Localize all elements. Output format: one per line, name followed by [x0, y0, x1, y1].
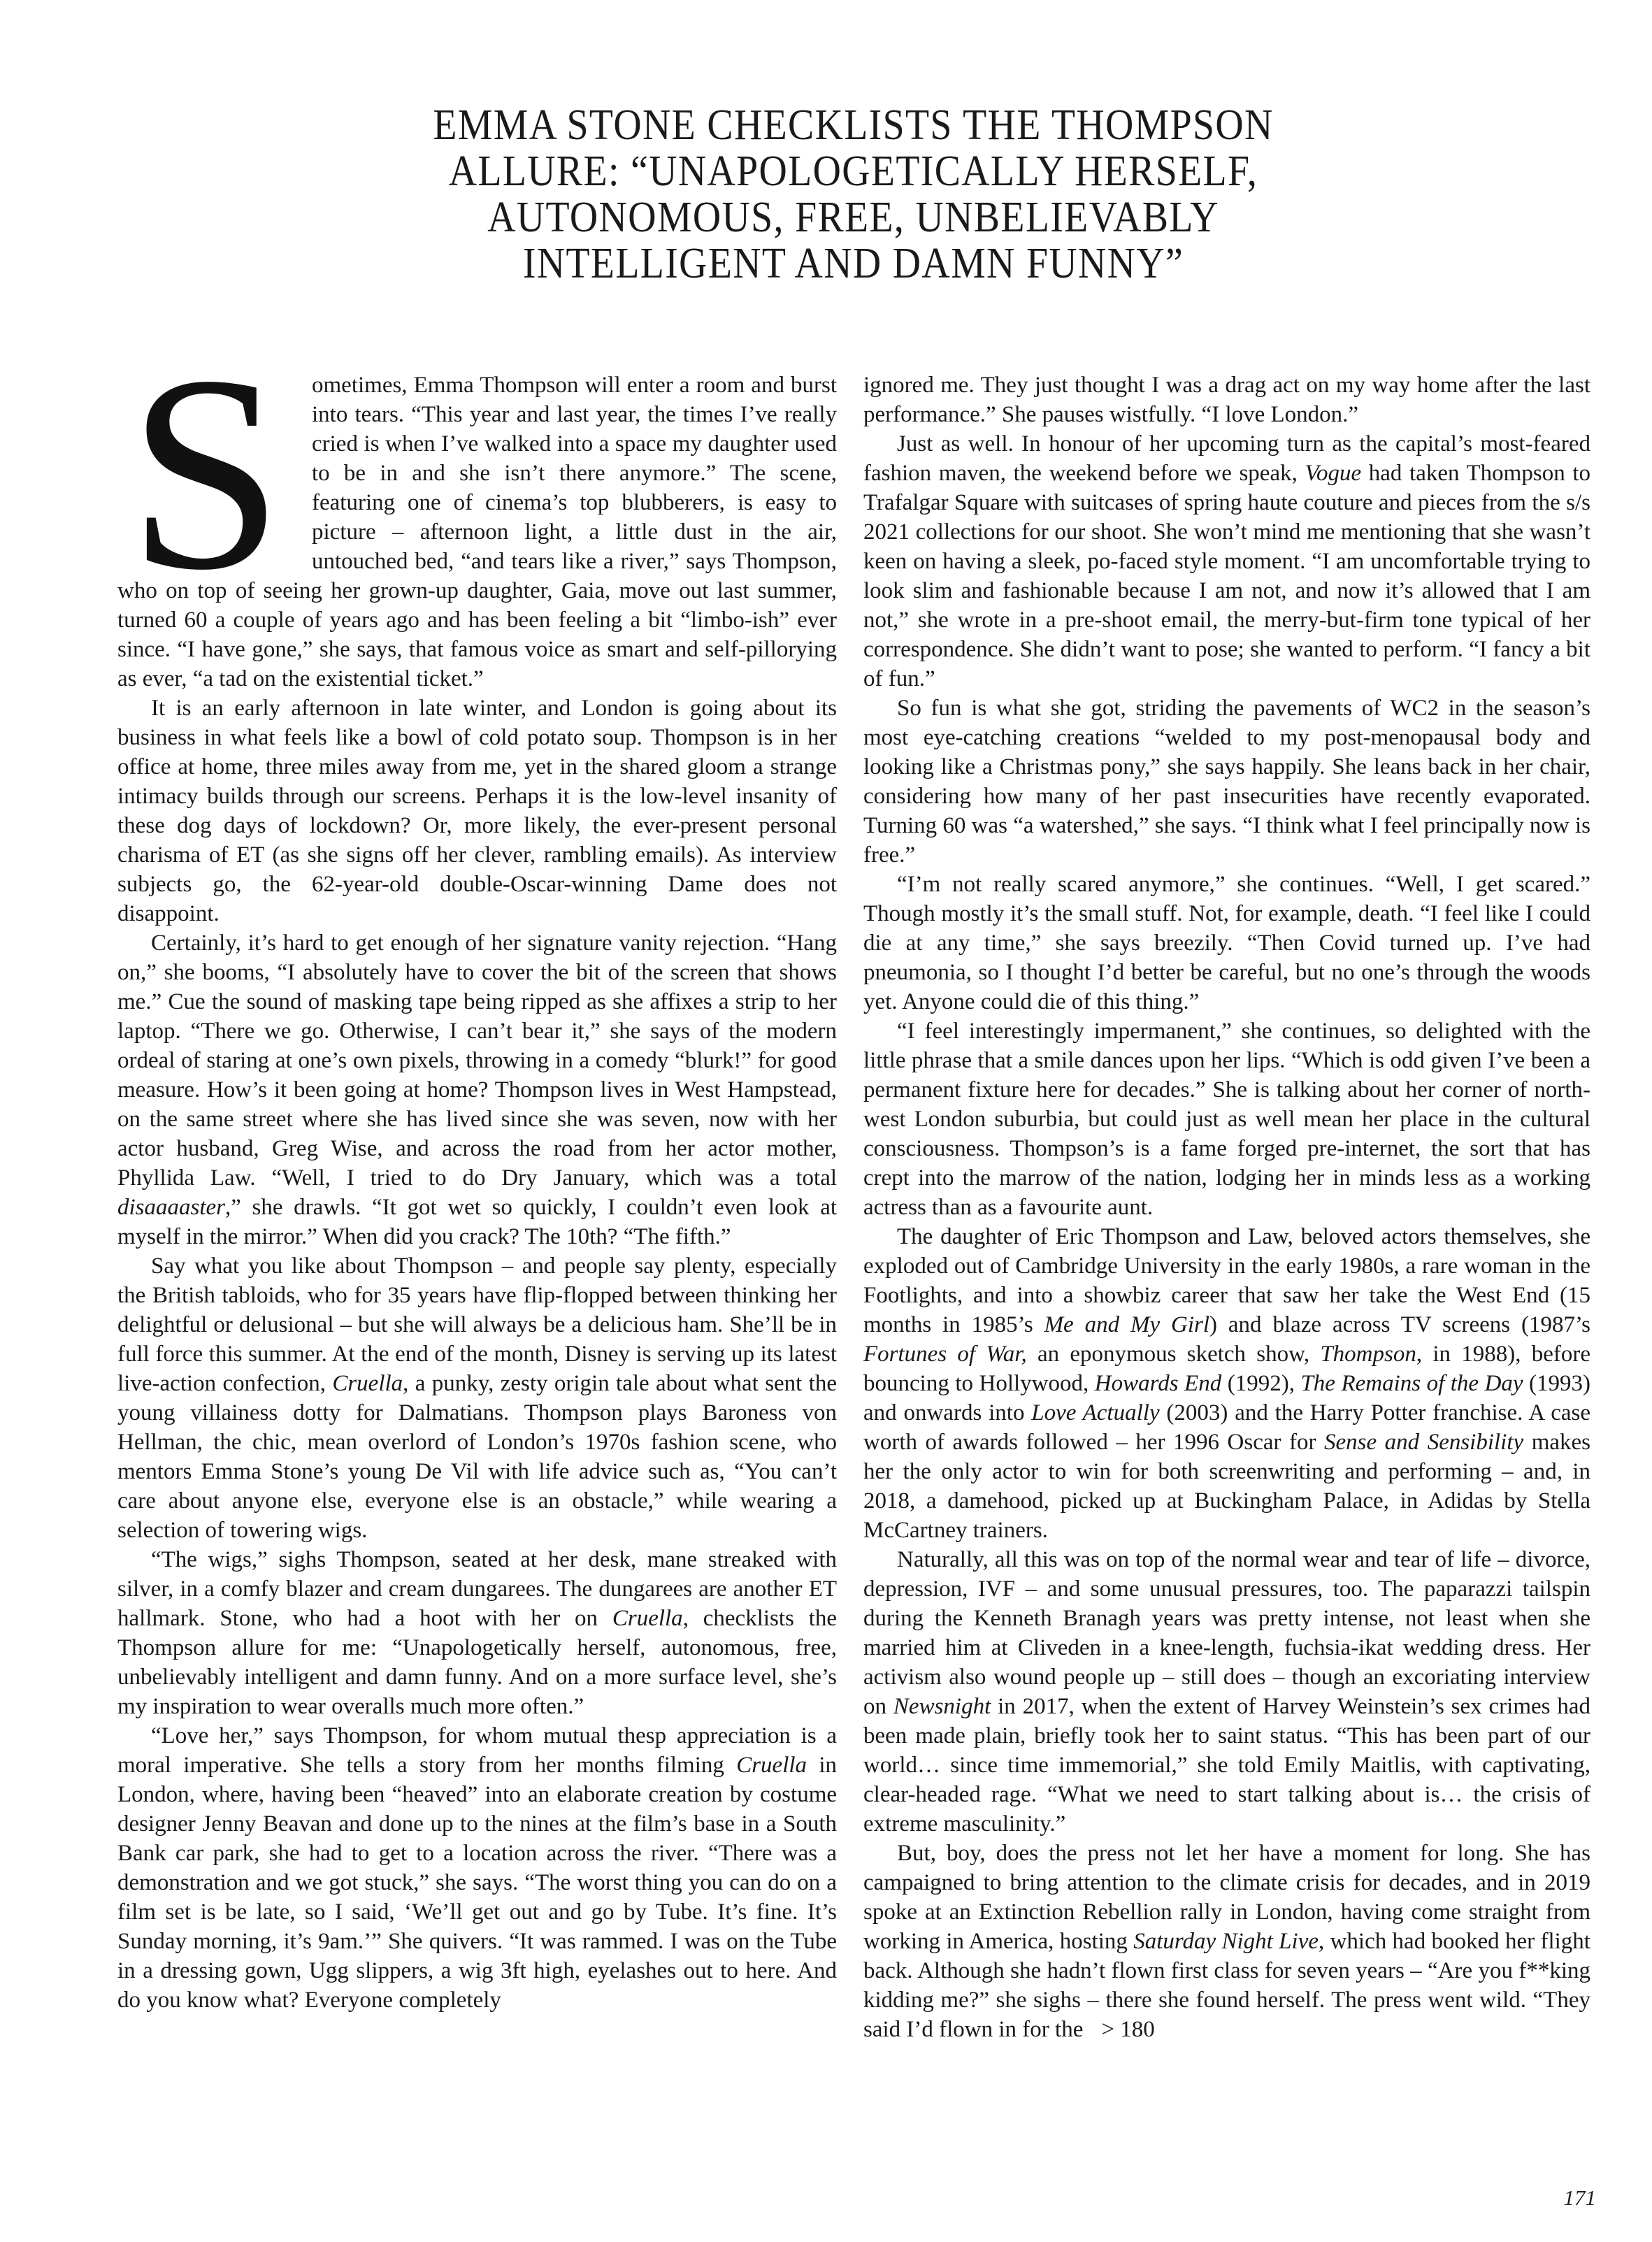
- text-run: ometimes, Emma Thompson will enter a room and burst into tears. “This year and last year, the times I’ve really cried is when I’ve walked into a space my daughter used to be in and she isn’t there anymore.” The scene, featuring one of cinema’s top blubberers, is easy to picture – afternoon light, a little dust in the air, untouched bed, “and tears like a river,” says Thompson, who on top of seeing her grown-up daughter, Gaia, move out last summer, turned 60 a couple of years ago and has been feeling a bit “limbo-ish” ever since. “I have gone,” she says, that famous voice as smart and self-pillorying as ever, “a tad on the existential ticket.”: [117, 373, 838, 691]
- paragraph: [117, 1251, 837, 1545]
- paragraph: [117, 694, 837, 928]
- text-run: “Love her,” says Thompson, for whom mutual thesp appreciation is a moral imperative. She tells a story from her months filming: [117, 1723, 838, 1778]
- italic-text: Saturday Night Live: [1133, 1929, 1319, 1954]
- text-run: had taken Thompson to Trafalgar Square with suitcases of spring haute couture and pieces from the s/s 2021 collections for our shoot. She won’t mind me mentioning that she wasn’t keen on having a sleek, po-faced style moment. “I am uncomfortable trying to look slim and fashionable because I am not, and now it’s allowed that I am not,” she wrote in a pre-shoot email, the merry-but-firm tone typical of her correspondence. She didn’t want to pose; she wanted to perform. “I fancy a bit of fun.”: [863, 461, 1590, 691]
- paragraph: [863, 694, 1590, 870]
- text-run: in 2017, when the extent of Harvey Weinstein’s sex crimes had been made plain, briefly took her to saint status. “This has been part of our world… since time immemorial,” she told Emily Maitlis, with captivating, clear-headed rage. “What we need to start talking about is… the crisis of extreme masculinity.”: [863, 1694, 1591, 1837]
- text-run: ignored me. They just thought I was a drag act on my way home after the last performance.” She pauses wistfully. “I love London.”: [863, 373, 1590, 427]
- text-run: Say what you like about Thompson – and people say plenty, especially the British tabloids, who for 35 years have flip-flopped between thinking her delightful or delusional – but she will always be a delicious ham. She’ll be in full force this summer. At the end of the month, Disney is serving up its latest live-action confection,: [117, 1253, 838, 1396]
- headline-line: AUTONOMOUS, FREE, UNBELIEVABLY: [487, 194, 1219, 241]
- drop-cap: S: [127, 318, 284, 628]
- text-run: (1993) and onwards into: [863, 1371, 1591, 1425]
- text-run: , a punky, zesty origin tale about what sent the young villainess dotty for Dalmatians. Thompson plays Baroness von Hellman, the chic, mean overlord of London’s 1970s fashion scene, who mentors Emma Stone’s young De Vil with life advice such as, “You can’t care about anyone else, everyone else is an obstacle,” while wearing a selection of towering wigs.: [117, 1371, 838, 1543]
- text-run: Naturally, all this was on top of the normal wear and tear of life – divorce, depression, IVF – and some unusual pressures, too. The paparazzi tailspin during the Kenneth Branagh years was pretty intense, not least when she married him at Cliveden in a knee-length, fuchsia-ikat wedding dress. Her activism also wound people up – still does – though an excoriating interview on: [863, 1547, 1590, 1719]
- magazine-page: [0, 102, 1652, 2242]
- column-left: [117, 318, 838, 2044]
- italic-text: Newsnight: [893, 1694, 991, 1719]
- paragraph: [117, 318, 838, 694]
- text-run: It is an early afternoon in late winter, and London is going about its business in what feels like a bowl of cold potato soup. Thompson is in her office at home, three miles away from me, yet in the shared gloom a strange intimacy builds through our screens. Perhaps it is the low-level insanity of these dog days of lockdown? Or, more likely, the ever-present personal charisma of ET (as she signs off her clever, rambling emails). As interview subjects go, the 62-year-old double-Oscar-winning Dame does not disappoint.: [117, 696, 838, 926]
- text-run: “I’m not really scared anymore,” she continues. “Well, I get scared.” Though mostly it’s the small stuff. Not, for example, death. “I feel like I could die at any time,” she says breezily. “Then Covid turned up. I’ve had pneumonia, so I thought I’d better be careful, but no one’s through the woods yet. Anyone could die of this thing.”: [863, 872, 1590, 1014]
- italic-text: disaaaaster: [117, 1195, 226, 1220]
- paragraph: [117, 928, 837, 1251]
- paragraph: [863, 1222, 1590, 1545]
- paragraph: [863, 1016, 1590, 1222]
- italic-text: Cruella: [332, 1371, 403, 1396]
- paragraph: [863, 429, 1590, 694]
- paragraph: [117, 1721, 837, 2015]
- paragraph: [863, 371, 1590, 429]
- text-run: But, boy, does the press not let her have a moment for long. She has campaigned to bring attention to the climate crisis for decades, and in 2019 spoke at an Extinction Rebellion rally in London, having come straight from working in America, hosting: [863, 1841, 1590, 1954]
- italic-text: Me and My Girl: [1044, 1312, 1210, 1337]
- continued-on-page-marker: > 180: [1101, 2017, 1155, 2042]
- italic-text: The Remains of the Day: [1300, 1371, 1523, 1396]
- paragraph: [863, 1545, 1590, 1839]
- text-run: an eponymous sketch show,: [1026, 1342, 1321, 1367]
- text-run: Certainly, it’s hard to get enough of her signature vanity rejection. “Hang on,” she booms, “I absolutely have to cover the bit of the screen that shows me.” Cue the sound of masking tape being ripped as she affixes a strip to her laptop. “There we go. Otherwise, I can’t bear it,” she says of the modern ordeal of staring at one’s own pixels, throwing in a comedy “blurk!” for good measure. How’s it been going at home? Thompson lives in West Hampstead, on the same street where she has lived since she was seven, now with her actor husband, Greg Wise, and across the road from her actor mother, Phyllida Law. “Well, I tried to do Dry January, which was a total: [117, 930, 838, 1191]
- italic-text: Fortunes of War,: [863, 1342, 1027, 1367]
- headline-line: INTELLIGENT AND DAMN FUNNY”: [522, 240, 1184, 287]
- text-run: “The wigs,” sighs Thompson, seated at her desk, mane streaked with silver, in a comfy blazer and cream dungarees. The dungarees are another ET hallmark. Stone, who had a hoot with her on: [117, 1547, 838, 1631]
- column-right: [863, 371, 1590, 2044]
- italic-text: Love Actually: [1031, 1400, 1160, 1425]
- article-columns: [117, 318, 1591, 2044]
- text-run: ,” she drawls. “It got wet so quickly, I couldn’t even look at myself in the mirror.” When did you crack? The 10th? “The fifth.”: [117, 1195, 838, 1249]
- text-run: Just as well. In honour of her upcoming turn as the capital’s most-feared fashion maven, the weekend before we speak,: [863, 431, 1590, 486]
- text-run: So fun is what she got, striding the pavements of WC2 in the season’s most eye-catching creations “welded to my post-menopausal body and looking like a Christmas pony,” she says happily. She leans back in her chair, considering how many of her past insecurities have recently evaporated. Turning 60 was “a watershed,” she says. “I think what I feel principally now is free.”: [863, 696, 1590, 868]
- text-run: in London, where, having been “heaved” into an elaborate creation by costume designer Jenny Beavan and done up to the nines at the film’s base in a South Bank car park, she had to get to a location across the river. “There was a demonstration and we got stuck,” she says. “The worst thing you can do on a film set is be late, so I said, ‘We’ll get out and go by Tube. It’s fine. It’s Sunday morning, it’s 9am.’” She quivers. “It was rammed. I was on the Tube in a dressing gown, Ugg slippers, a wig 3ft high, eyelashes out to here. And do you know what? Everyone completely: [117, 1753, 838, 2013]
- italic-text: Howards End: [1094, 1371, 1222, 1396]
- text-run: , in 1988), before bouncing to Hollywood,: [863, 1342, 1590, 1396]
- italic-text: Sense and Sensibility: [1324, 1430, 1524, 1455]
- italic-text: Vogue: [1305, 461, 1362, 486]
- headline-line: EMMA STONE CHECKLISTS THE THOMPSON: [433, 101, 1274, 149]
- page-number: 171: [1563, 2185, 1596, 2210]
- paragraph: [863, 1839, 1590, 2044]
- headline-line: ALLURE: “UNAPOLOGETICALLY HERSELF,: [448, 148, 1258, 195]
- text-run: (2003) and the Harry Potter franchise. A case worth of awards followed – her 1996 Oscar for: [863, 1400, 1590, 1455]
- text-run: (1992),: [1221, 1371, 1301, 1396]
- text-run: The daughter of Eric Thompson and Law, beloved actors themselves, she exploded out of Cambridge University in the early 1980s, a rare woman in the Footlights, and into a showbiz career that saw her take the West End (15 months in 1985’s: [863, 1224, 1590, 1337]
- italic-text: Cruella: [612, 1606, 683, 1631]
- text-run: , which had booked her flight back. Although she hadn’t flown first class for seven years – “Are you f**king kidding me?” she sighs – there she found herself. The press went wild. “They said I’d flown in for the: [863, 1929, 1590, 2042]
- paragraph: [863, 870, 1590, 1016]
- text-run: makes her the only actor to win for both screenwriting and performing – and, in 2018, a damehood, picked up at Buckingham Palace, in Adidas by Stella McCartney trainers.: [863, 1430, 1590, 1543]
- italic-text: Thompson: [1320, 1342, 1416, 1367]
- paragraph: [117, 1545, 837, 1721]
- text-run: “I feel interestingly impermanent,” she continues, so delighted with the little phrase that a smile dances upon her lips. “Which is odd given I’ve been a permanent fixture here for decades.” She is talking about her corner of north-west London suburbia, but could just as well mean her place in the cultural consciousness. Thompson’s is a fame forged pre-internet, the sort that has crept into the marrow of the nation, lodging her in minds less as a working actress than as a favourite aunt.: [863, 1019, 1590, 1220]
- italic-text: Cruella: [736, 1753, 807, 1778]
- text-run: , checklists the Thompson allure for me: “Unapologetically herself, autonomous, free, unbelievably intelligent and damn funny. And on a more surface level, she’s my inspiration to wear overalls much more often.”: [117, 1606, 838, 1719]
- headline: [191, 102, 1516, 287]
- text-run: ) and blaze across TV screens (1987’s: [1209, 1312, 1591, 1337]
